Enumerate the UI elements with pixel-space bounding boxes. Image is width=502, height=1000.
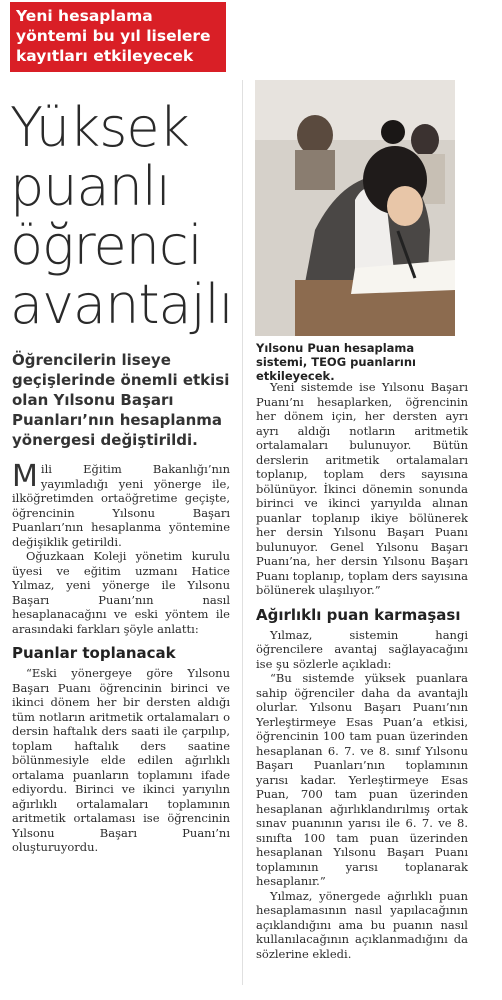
headline-line-1: Yüksek xyxy=(10,96,189,159)
kicker-line-1: Yeni hesaplama xyxy=(16,7,153,25)
headline-line-4: avantajlı xyxy=(10,273,233,336)
kicker-box xyxy=(10,2,226,72)
paragraph-5: Yılmaz, sistemin hangi öğrencilere avantaj sağlayacağını ise şu sözlerle açıkladı: xyxy=(256,627,468,671)
student-photo-image xyxy=(255,80,455,336)
kicker-line-3: kayıtları etkileyecek xyxy=(16,47,194,65)
paragraph-intro xyxy=(12,459,230,549)
paragraph-3: “Eski yönergeye göre Yılsonu Başarı Puanı öğrencinin birinci ve ikinci dönem her bir dersten aldığı tüm notların aritmetik ortalamaları o dersin haftalık ders saati ile çarpılıp, toplam haftalık ders saatine bölünmesiyle elde edilen ağırlıklı ortalama puanların toplamını ifade ediyordu. Birinci ve ikinci yarıyılın ağırlıklı ortalamaları toplamının aritmetik ortalaması ise öğrencinin Yılsonu Başarı Puanı’nı oluşturuyordu. xyxy=(12,666,230,854)
article-column-1 xyxy=(12,459,230,855)
paragraph-6: “Bu sistemde yüksek puanlara sahip öğrenciler daha da avantajlı olurlar. Yılsonu Başarı Puanı’nın Yerleştirmeye Esas Puan’a etkisi, öğrencinin 100 tam puan üzerinden hesaplanan 6. 7. ve 8. sınıf Yılsonu Başarı Puanları’nın toplamının yarısı kadar. Yerleştirmeye Esas Puan, 700 tam puan üzerinden hesaplanan ağırlıklandırılmış ortak sınav puanının yarısı ile 6. 7. ve 8. sınıfta 100 tam puan üzerinden hesaplanan Yılsonu Başarı Puanı toplamının yarısı toplanarak hesaplanır.” xyxy=(256,671,468,888)
headline-line-2: puanlı xyxy=(10,155,170,218)
article-photo xyxy=(255,80,455,336)
paragraph-4: Yeni sistemde ise Yılsonu Başarı Puanı’nı hesaplarken, öğrencinin her dönem için, her dersten ayrı ayrı aldığı notların aritmetik ortalamaları bulunuyor. Bütün derslerin aritmetik ortalamaları toplanıp, toplam ders sayısına bölünüyor. İkinci dönemin sonunda birinci ve ikinci yarıyılda alınan puanlar toplanıp ikiye bölünerek her dersin Yılsonu Başarı Puanı bulunuyor. Genel Yılsonu Başarı Puanı’na, her dersin Yılsonu Başarı Puanı toplanıp, toplam ders sayısına bölünerek ulaşılıyor.” xyxy=(256,380,468,597)
subheading-2: Ağırlıklı puan karmaşası xyxy=(256,605,461,624)
kicker-line-2: yöntemi bu yıl liselere xyxy=(16,27,211,45)
paragraph-7: Yılmaz, yönergede ağırlıklı puan hesaplamasının nasıl yapılacağının açıklandığını ama bu puanın nasıl kullanılacağının açıklanmadığını da sözlerine ekledi. xyxy=(256,888,468,961)
drop-cap: M xyxy=(12,459,38,494)
subheading-1: Puanlar toplanacak xyxy=(12,644,176,662)
lead-paragraph: Öğrencilerin liseye geçişlerinde önemli etkisi olan Yılsonu Başarı Puanları’nın hesaplanma yönergesi değiştirildi. xyxy=(12,351,230,449)
paragraph-intro-text: ili Eğitim Bakanlığı’nın yayımladığı yeni yönerge ile, ilköğretimden ortaöğretime geçişte, öğrencinin Yılsonu Başarı Puanları’nın hesaplanma yöntemine değişiklik getirildi. xyxy=(12,462,230,549)
headline xyxy=(10,96,233,336)
photo-caption: Yılsonu Puan hesaplama sistemi, TEOG puanlarını etkileyecek. xyxy=(256,341,416,383)
article-column-2 xyxy=(256,380,468,961)
paragraph-2: Oğuzkaan Koleji yönetim kurulu üyesi ve eğitim uzmanı Hatice Yılmaz, yeni yönerge ile Yılsonu Başarı Puanı’nın nasıl hesaplanacağını ve eski yöntem ile arasındaki farkları şöyle anlattı: xyxy=(12,549,230,636)
headline-line-3: öğrenci xyxy=(10,214,202,277)
column-divider xyxy=(242,80,243,985)
